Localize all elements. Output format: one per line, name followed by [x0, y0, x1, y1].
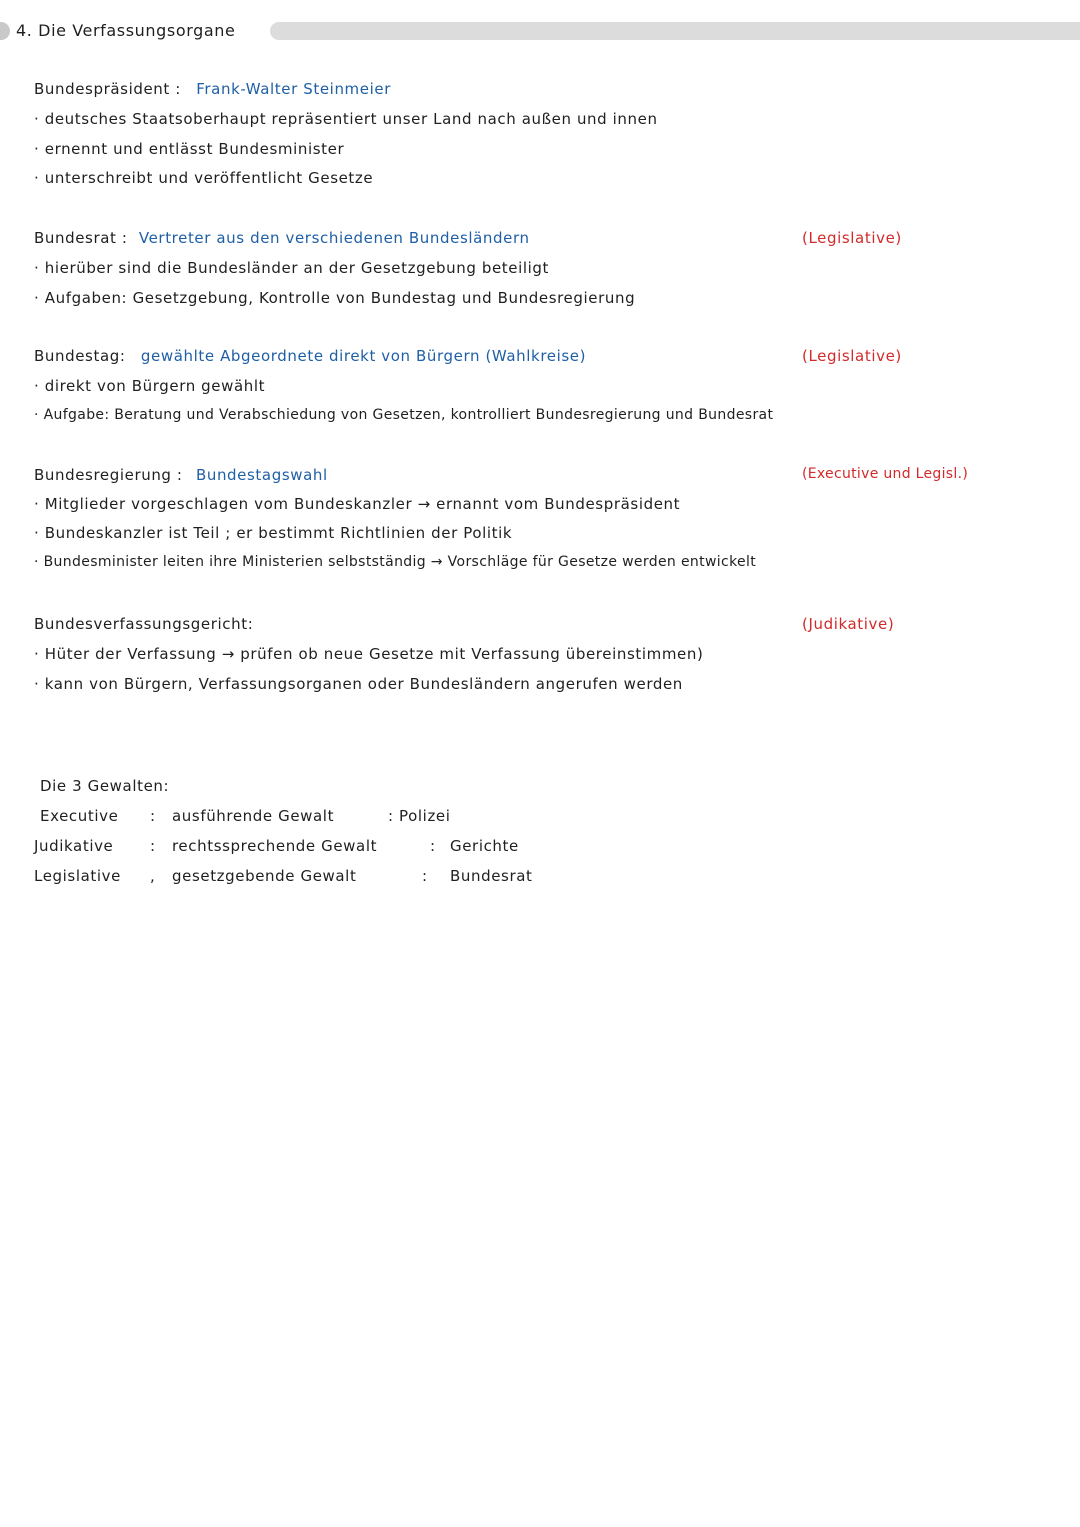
- bundesverfassungsgericht-point: · Hüter der Verfassung → prüfen ob neue Gesetze mit Verfassung übereinstimmen): [34, 645, 704, 663]
- page-title: 4. Die Verfassungsorgane: [16, 21, 236, 40]
- gewalt-name: Legislative: [34, 867, 121, 885]
- bundesrat-label: Bundesrat :: [34, 229, 128, 247]
- bundesverfassungsgericht-tag: (Judikative): [802, 615, 895, 633]
- bundesrat-value: Vertreter aus den verschiedenen Bundesländern: [138, 229, 530, 247]
- gewalt-example: Bundesrat: [450, 867, 533, 885]
- gewalt-name: Executive: [40, 807, 119, 825]
- gewalt-separator: :: [422, 867, 428, 885]
- bundespraesident-point: · unterschreibt und veröffentlicht Gesetze: [34, 169, 374, 187]
- bundestag-value: gewählte Abgeordnete direkt von Bürgern (Wahlkreise): [140, 347, 587, 365]
- section-bundesverfassungsgericht-heading: Bundesverfassungsgericht:: [34, 615, 254, 633]
- bundesregierung-value: Bundestagswahl: [195, 466, 328, 484]
- bundesregierung-point: · Bundeskanzler ist Teil ; er bestimmt Richtlinien der Politik: [34, 524, 513, 542]
- gewalten-title: Die 3 Gewalten:: [40, 777, 170, 795]
- section-bundestag-heading: [34, 347, 586, 365]
- gewalt-separator: :: [430, 837, 436, 855]
- bundesrat-tag: (Legislative): [802, 229, 902, 247]
- bundespraesident-value: Frank-Walter Steinmeier: [196, 80, 391, 98]
- bundesregierung-label: Bundesregierung :: [34, 466, 183, 484]
- gewalt-description: rechtssprechende Gewalt: [172, 837, 378, 855]
- gewalt-description: gesetzgebende Gewalt: [172, 867, 357, 885]
- bundesregierung-point: · Bundesminister leiten ihre Ministerien selbstständig → Vorschläge für Gesetze werden entwickelt: [34, 554, 757, 570]
- gewalt-separator: :: [150, 837, 156, 855]
- bundestag-point: · Aufgabe: Beratung und Verabschiedung von Gesetzen, kontrolliert Bundesregierung und Bundesrat: [34, 407, 774, 423]
- bundesverfassungsgericht-point: · kann von Bürgern, Verfassungsorganen oder Bundesländern angerufen werden: [34, 675, 683, 693]
- header-bar: [270, 22, 1080, 40]
- section-bundesregierung-heading: [34, 466, 328, 484]
- bundesrat-point: · Aufgaben: Gesetzgebung, Kontrolle von Bundestag und Bundesregierung: [34, 289, 636, 307]
- bundespraesident-point: · deutsches Staatsoberhaupt repräsentiert unser Land nach außen und innen: [34, 110, 658, 128]
- gewalt-separator: ,: [150, 867, 156, 885]
- gewalt-name: Judikative: [34, 837, 114, 855]
- gewalt-separator: : Polizei: [388, 807, 451, 825]
- bundespraesident-point: · ernennt und entlässt Bundesminister: [34, 140, 345, 158]
- bundestag-label: Bundestag:: [34, 347, 126, 365]
- gewalt-separator: :: [150, 807, 156, 825]
- section-bundesrat-heading: [34, 229, 530, 247]
- bundestag-tag: (Legislative): [802, 347, 902, 365]
- gewalt-description: ausführende Gewalt: [172, 807, 335, 825]
- gewalt-example: Gerichte: [450, 837, 519, 855]
- bundestag-point: · direkt von Bürgern gewählt: [34, 377, 266, 395]
- section-bundespraesident-heading: [34, 80, 391, 98]
- bundesregierung-tag: (Executive und Legisl.): [802, 466, 969, 482]
- bundesregierung-point: · Mitglieder vorgeschlagen vom Bundeskanzler → ernannt vom Bundespräsident: [34, 495, 681, 513]
- bundesrat-point: · hierüber sind die Bundesländer an der Gesetzgebung beteiligt: [34, 259, 550, 277]
- bundespraesident-label: Bundespräsident :: [34, 80, 181, 98]
- header-dot: [0, 22, 10, 40]
